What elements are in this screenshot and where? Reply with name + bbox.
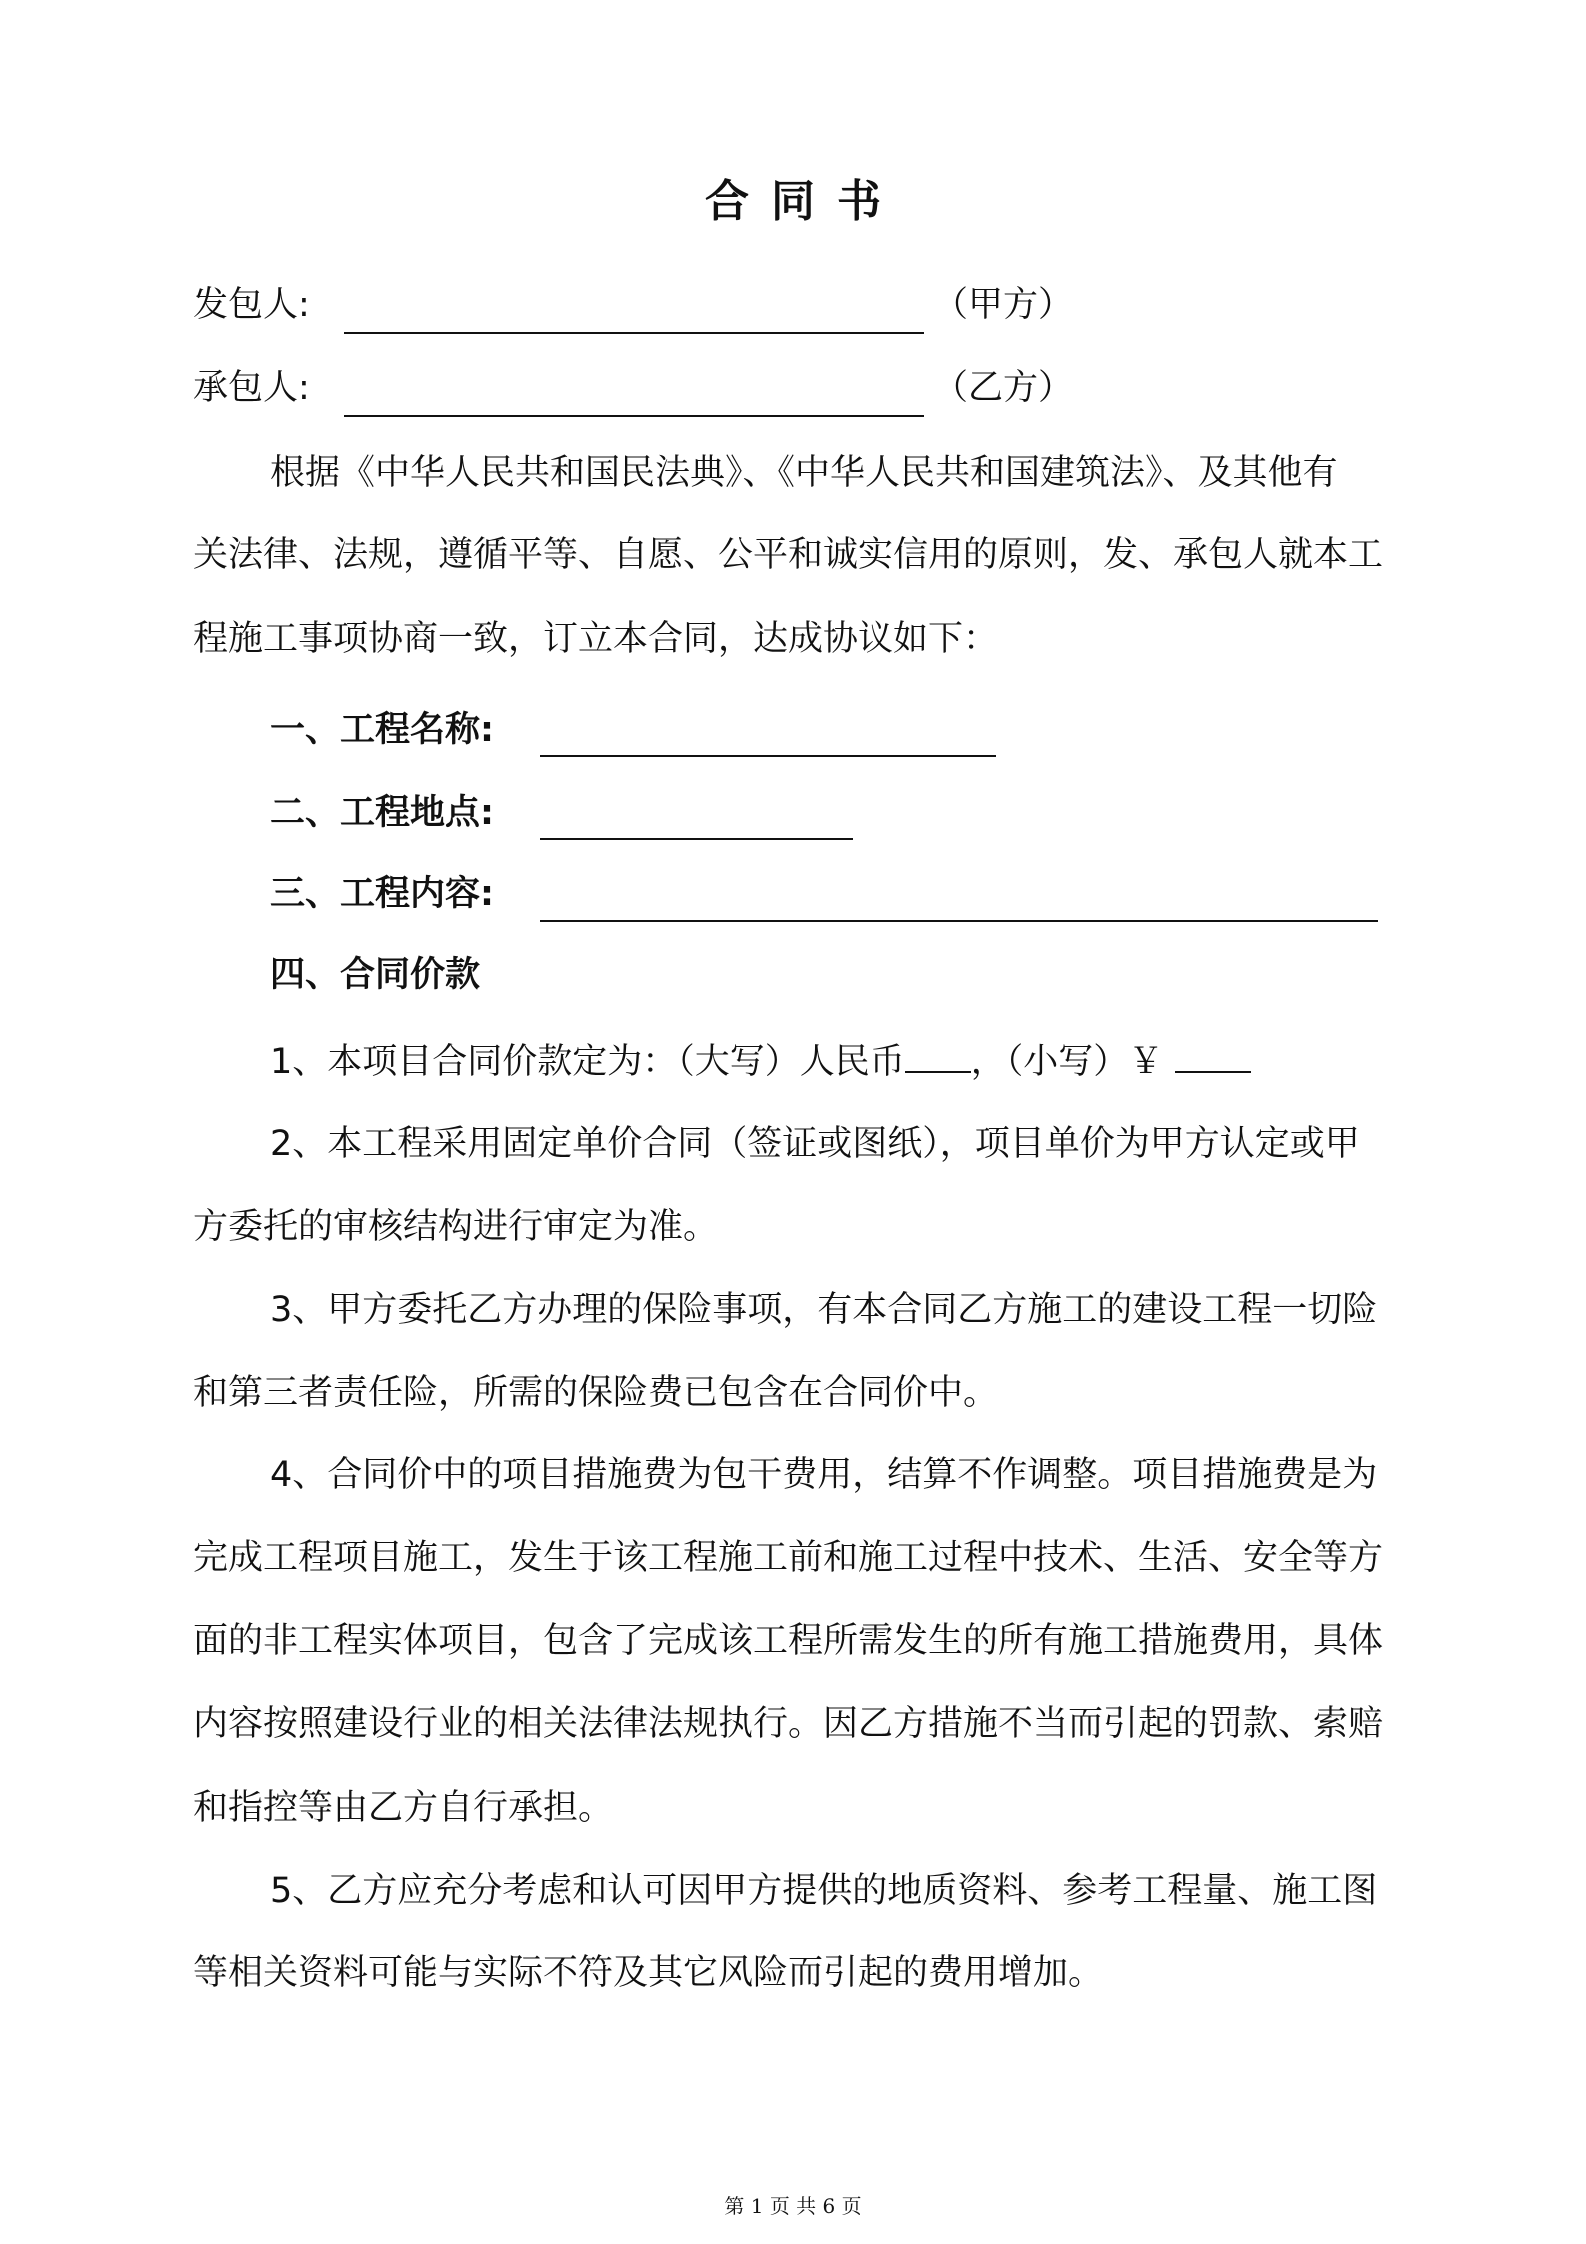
section-contract-price: 四、合同价款 bbox=[270, 955, 481, 995]
section-project-name: 一、工程名称: bbox=[270, 710, 494, 750]
employer-blank[interactable] bbox=[344, 332, 924, 334]
price-clause-1-prefix: 1、本项目合同价款定为：（大写）人民币 bbox=[270, 1042, 905, 1082]
contractor-line bbox=[193, 366, 310, 410]
project-content-blank[interactable] bbox=[540, 920, 1378, 922]
employer-label: 发包人: bbox=[193, 285, 310, 325]
clause-4-line-5: 和指控等由乙方自行承担。 bbox=[193, 1788, 614, 1828]
clause-3-line-2: 和第三者责任险，所需的保险费已包含在合同价中。 bbox=[193, 1373, 999, 1413]
price-clause-1-mid: ，（小写）￥ bbox=[970, 1042, 1164, 1082]
clause-4-line-1: 4、合同价中的项目措施费为包干费用，结算不作调整。项目措施费是为 bbox=[270, 1455, 1378, 1495]
project-name-blank[interactable] bbox=[540, 755, 996, 757]
contractor-role: （乙方） bbox=[933, 368, 1074, 408]
intro-line-2: 关法律、法规，遵循平等、自愿、公平和诚实信用的原则，发、承包人就本工 bbox=[193, 535, 1384, 575]
price-in-words-blank[interactable] bbox=[905, 1041, 971, 1073]
intro-line-1: 根据《中华人民共和国民法典》、《中华人民共和国建筑法》、及其他有 bbox=[270, 453, 1338, 493]
clause-3-line-1: 3、甲方委托乙方办理的保险事项，有本合同乙方施工的建设工程一切险 bbox=[270, 1290, 1378, 1330]
clause-4-line-3: 面的非工程实体项目，包含了完成该工程所需发生的所有施工措施费用，具体 bbox=[193, 1621, 1384, 1661]
employer-role: （甲方） bbox=[933, 285, 1074, 325]
document-title: 合同书 bbox=[705, 176, 903, 227]
clause-5-line-1: 5、乙方应充分考虑和认可因甲方提供的地质资料、参考工程量、施工图 bbox=[270, 1871, 1378, 1911]
contractor-label: 承包人: bbox=[193, 368, 310, 408]
intro-line-3: 程施工事项协商一致，订立本合同，达成协议如下： bbox=[193, 619, 999, 659]
price-in-figures-blank[interactable] bbox=[1175, 1041, 1251, 1073]
clause-4-line-2: 完成工程项目施工，发生于该工程施工前和施工过程中技术、生活、安全等方 bbox=[193, 1538, 1384, 1578]
page-footer: 第 1 页 共 6 页 bbox=[724, 2194, 862, 2218]
section-project-location: 二、工程地点: bbox=[270, 793, 494, 833]
clause-5-line-2: 等相关资料可能与实际不符及其它风险而引起的费用增加。 bbox=[193, 1953, 1104, 1993]
clause-4-line-4: 内容按照建设行业的相关法律法规执行。因乙方措施不当而引起的罚款、索赔 bbox=[193, 1704, 1384, 1744]
project-location-blank[interactable] bbox=[540, 838, 853, 840]
clause-2-line-2: 方委托的审核结构进行审定为准。 bbox=[193, 1207, 719, 1247]
employer-line bbox=[193, 283, 310, 327]
clause-2-line-1: 2、本工程采用固定单价合同（签证或图纸），项目单价为甲方认定或甲 bbox=[270, 1124, 1360, 1164]
contractor-blank[interactable] bbox=[344, 415, 924, 417]
price-clause-1 bbox=[270, 1040, 1251, 1084]
section-project-content: 三、工程内容: bbox=[270, 874, 494, 914]
